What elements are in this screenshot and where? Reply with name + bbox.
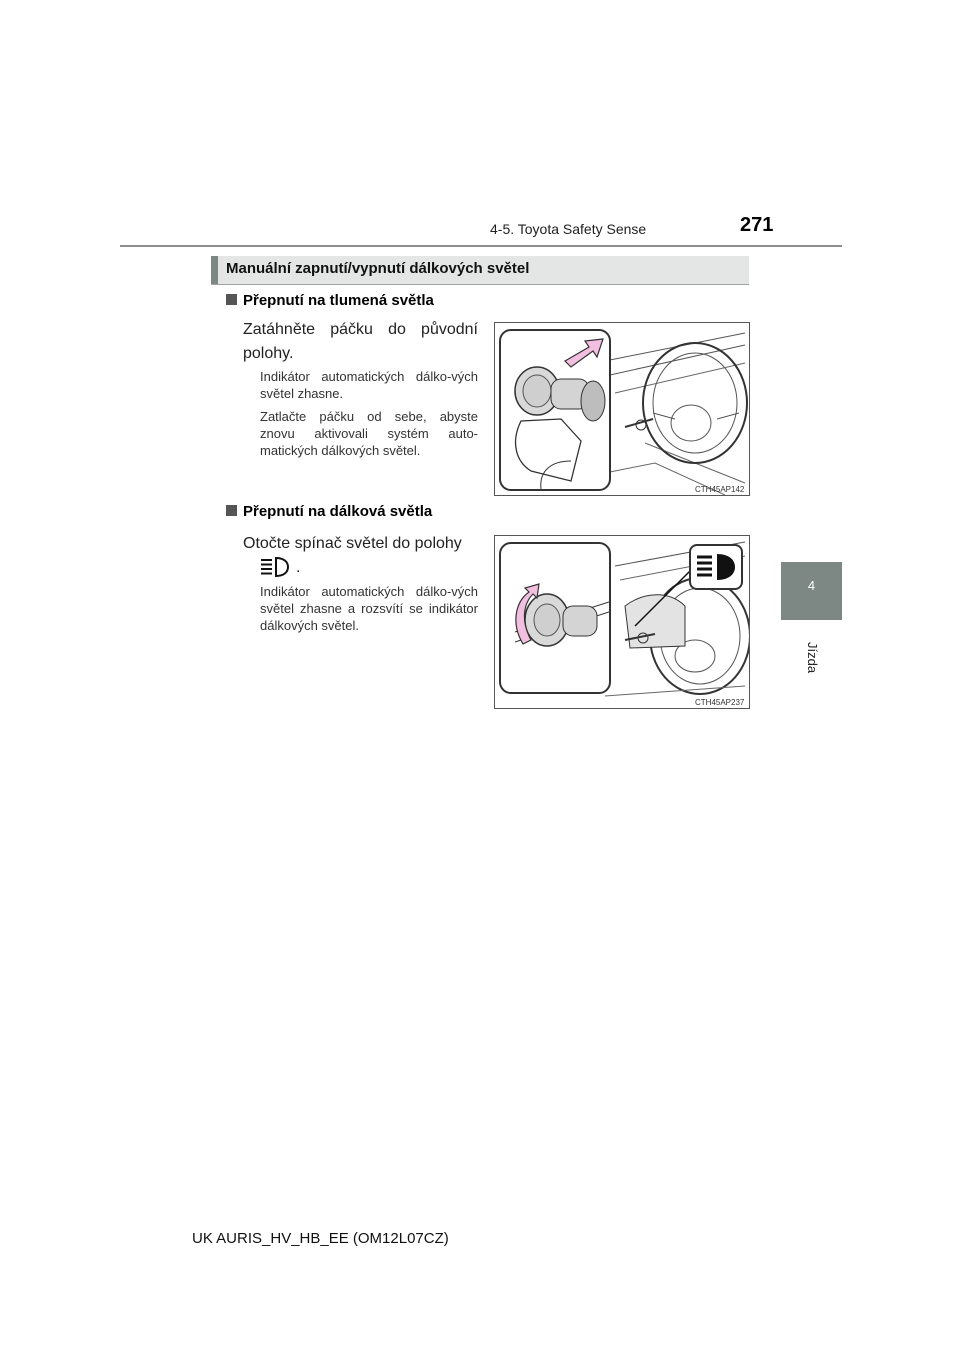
note-high-beam-1: Indikátor automatických dálko-vých světel zhasne a rozsvítí se indikátor dálkových světel. bbox=[260, 584, 478, 633]
lever-pull-drawing bbox=[501, 331, 609, 489]
section-title: Manuální zapnutí/vypnutí dálkových světel bbox=[226, 260, 530, 277]
subheading-high-beam-text: Přepnutí na dálková světla bbox=[243, 503, 433, 520]
instruction-high-beam: Otočte spínač světel do polohy bbox=[243, 535, 462, 552]
note-low-beam-2: Zatlačte páčku od sebe, abyste znovu aktivovali systém auto-matických dálkových světel. bbox=[260, 409, 478, 458]
square-bullet-icon bbox=[226, 294, 237, 305]
figure-high-beam-inset bbox=[499, 542, 611, 694]
chapter-tab-number: 4 bbox=[807, 578, 816, 593]
high-beam-icon bbox=[258, 555, 290, 579]
pull-arrow-icon bbox=[565, 339, 603, 367]
footer-model-code: UK AURIS_HV_HB_EE (OM12L07CZ) bbox=[192, 1230, 449, 1247]
figure-low-beam-code: CTH45AP142 bbox=[695, 485, 745, 494]
section-title-rule bbox=[211, 284, 749, 285]
figure-high-beam-code: CTH45AP237 bbox=[695, 698, 745, 707]
note-low-beam-1: Indikátor automatických dálko-vých světel zhasne. bbox=[260, 369, 478, 401]
switch-rotate-drawing bbox=[501, 544, 609, 692]
subheading-high-beam bbox=[226, 503, 432, 520]
page-number: 271 bbox=[740, 214, 774, 236]
figure-low-beam-inset bbox=[499, 329, 611, 491]
header-rule bbox=[120, 245, 842, 247]
chapter-tab-label: Jízda bbox=[805, 642, 820, 674]
running-header-section: 4-5. Toyota Safety Sense bbox=[490, 221, 647, 237]
figure-high-beam bbox=[494, 535, 750, 709]
subheading-low-beam-text: Přepnutí na tlumená světla bbox=[243, 292, 434, 309]
high-beam-indicator-icon bbox=[691, 546, 741, 588]
square-bullet-icon bbox=[226, 505, 237, 516]
subheading-low-beam bbox=[226, 292, 434, 309]
instruction-high-beam-tail: . bbox=[296, 559, 301, 576]
instruction-low-beam: Zatáhněte páčku do původní polohy. bbox=[243, 321, 478, 362]
high-beam-indicator-callout bbox=[689, 544, 743, 590]
figure-low-beam bbox=[494, 322, 750, 496]
